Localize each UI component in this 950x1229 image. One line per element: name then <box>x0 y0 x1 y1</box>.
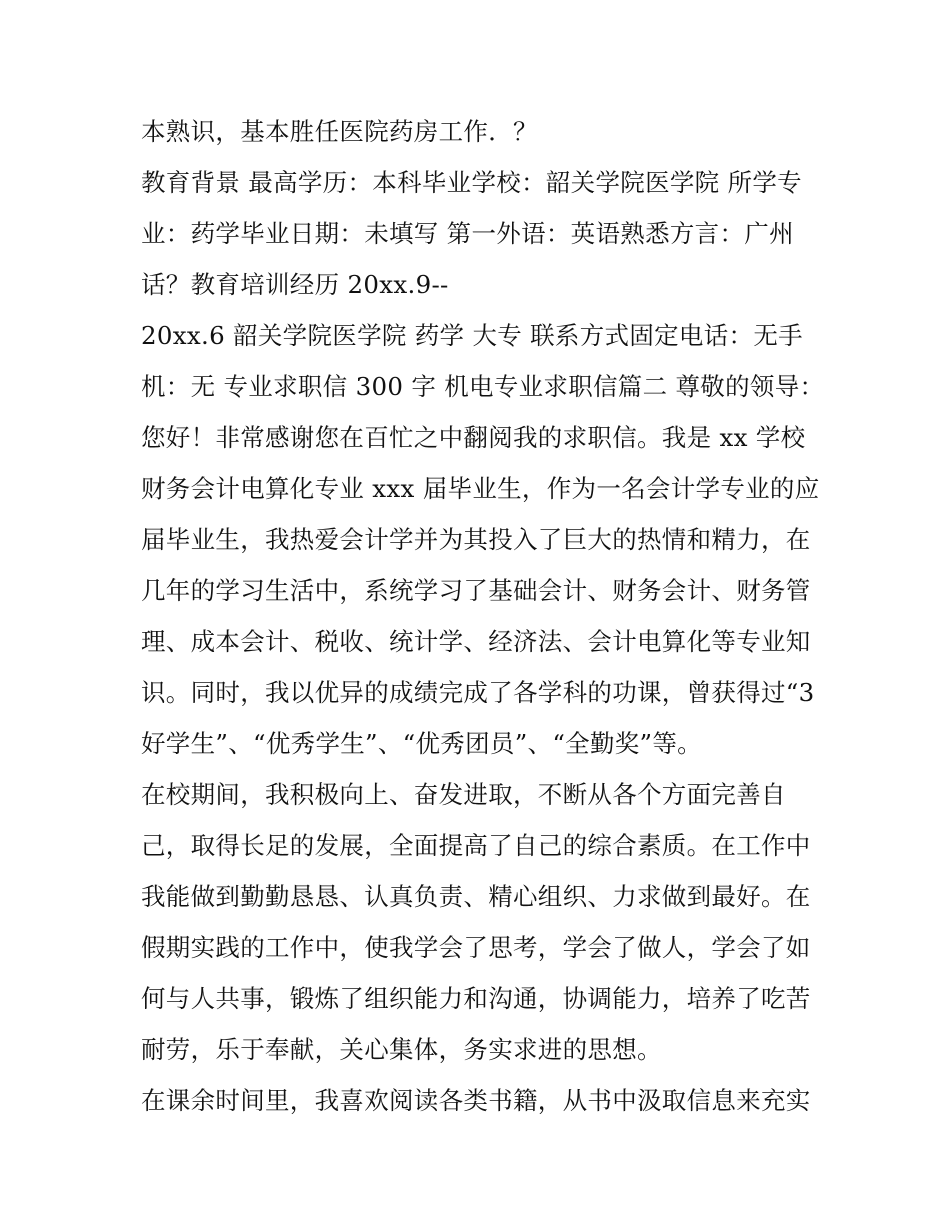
text-line: 届毕业生，我热爱会计学并为其投入了巨大的热情和精力，在 <box>141 525 811 554</box>
text-line: 识。同时，我以优异的成绩完成了各学科的功课，曾获得过“3 <box>141 678 815 707</box>
text-line: 20xx.6 韶关学院医学院 药学 大专 联系方式固定电话：无手 <box>141 321 803 350</box>
text-line: 教育背景 最高学历：本科毕业学校：韶关学院医学院 所学专 <box>141 168 802 197</box>
text-line: 话？教育培训经历 20xx.9-- <box>141 270 449 299</box>
text-line: 几年的学习生活中，系统学习了基础会计、财务会计、财务管 <box>141 576 811 605</box>
body-text <box>141 106 825 1126</box>
text-line: 机：无 专业求职信 300 字 机电专业求职信篇二 尊敬的领导： <box>141 372 825 401</box>
text-line: 在校期间，我积极向上、奋发进取，不断从各个方面完善自 <box>141 780 786 809</box>
text-line: 您好！非常感谢您在百忙之中翻阅我的求职信。我是 xx 学校 <box>141 423 806 452</box>
text-line: 好学生”、“优秀学生”、“优秀团员”、“全勤奖”等。 <box>141 729 702 758</box>
text-line: 在课余时间里，我喜欢阅读各类书籍，从书中汲取信息来充实 <box>141 1086 811 1115</box>
text-line: 业：药学毕业日期：未填写 第一外语：英语熟悉方言：广州 <box>141 219 794 248</box>
text-line: 己，取得长足的发展，全面提高了自己的综合素质。在工作中 <box>141 831 811 860</box>
text-line: 耐劳，乐于奉献，关心集体，务实求进的思想。 <box>141 1035 662 1064</box>
text-line: 假期实践的工作中，使我学会了思考，学会了做人，学会了如 <box>141 933 811 962</box>
text-line: 我能做到勤勤恳恳、认真负责、精心组织、力求做到最好。在 <box>141 882 811 911</box>
text-line: 何与人共事，锻炼了组织能力和沟通，协调能力，培养了吃苦 <box>141 984 811 1013</box>
text-line: 理、成本会计、税收、统计学、经济法、会计电算化等专业知 <box>141 627 811 656</box>
text-line: 本熟识，基本胜任医院药房工作．？ <box>141 117 538 146</box>
text-line: 财务会计电算化专业 xxx 届毕业生，作为一名会计学专业的应 <box>141 474 820 503</box>
